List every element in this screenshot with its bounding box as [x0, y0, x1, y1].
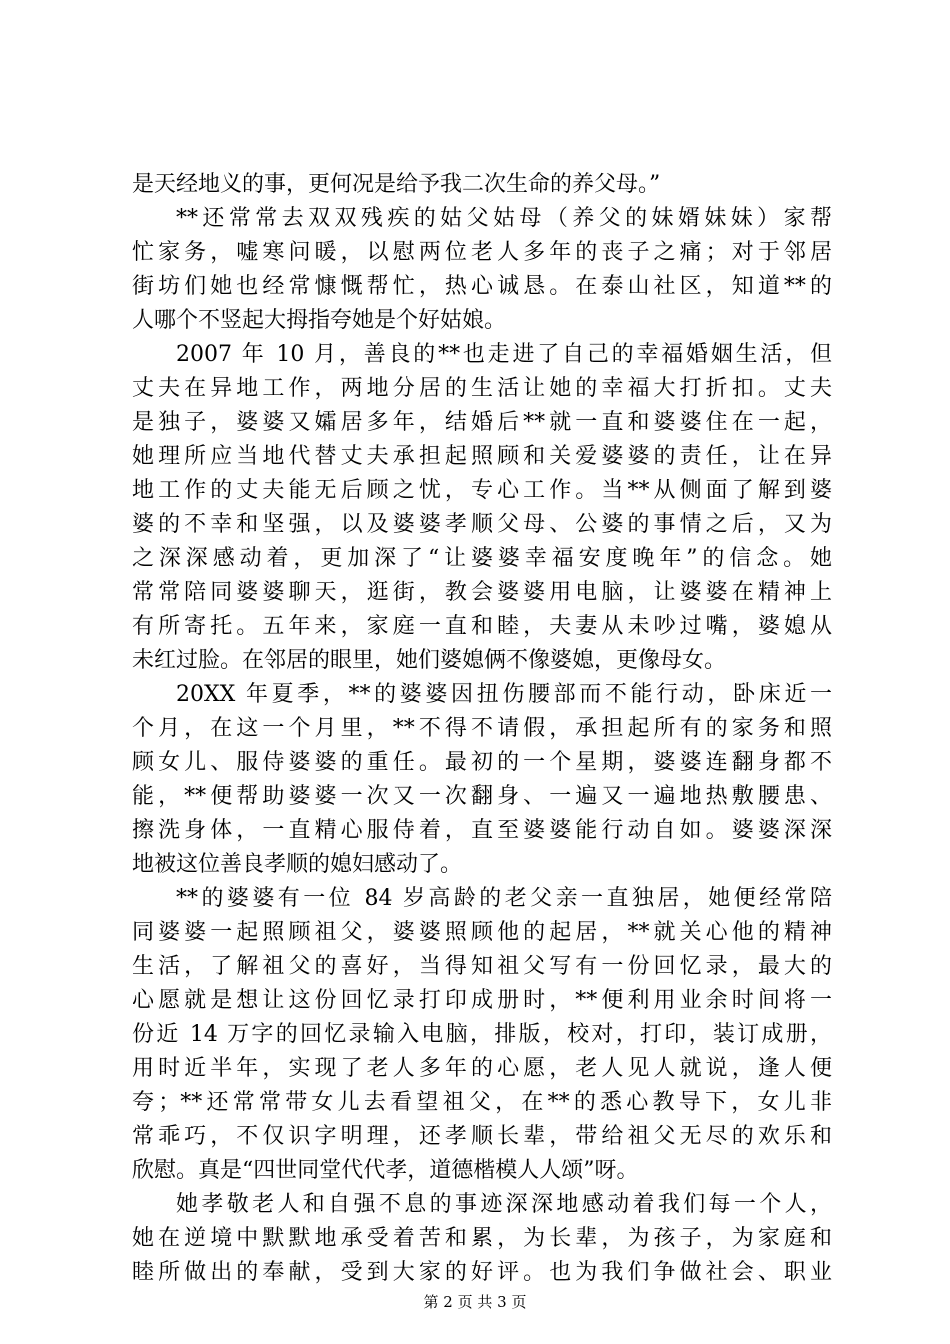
text-line: 生活，了解祖父的喜好，当得知祖父写有一份回忆录，最大的: [132, 954, 832, 979]
text-line: 用时近半年，实现了老人多年的心愿，老人见人就说，逢人便: [132, 1056, 832, 1081]
text-line: 之深深感动着，更加深了“让婆婆幸福安度晚年”的信念。她: [132, 546, 832, 571]
text-line: 欣慰。真是“四世同堂代代孝，道德楷模人人颂”呀。: [132, 1158, 639, 1183]
text-line: 街坊们她也经常慷慨帮忙，热心诚恳。在泰山社区，知道**的: [132, 274, 832, 299]
text-line: 顾女儿、服侍婆婆的重任。最初的一个星期，婆婆连翻身都不: [132, 750, 832, 775]
text-line: 份近 14 万字的回忆录输入电脑，排版，校对，打印，装订成册，: [132, 1022, 832, 1047]
text-line: 地被这位善良孝顺的媳妇感动了。: [132, 852, 463, 877]
text-line: 未红过脸。在邻居的眼里，她们婆媳俩不像婆媳，更像母女。: [132, 648, 727, 673]
text-line: 个月，在这一个月里，**不得不请假，承担起所有的家务和照: [132, 716, 832, 741]
text-line: 丈夫在异地工作，两地分居的生活让她的幸福大打折扣。丈夫: [132, 376, 832, 401]
text-line: 能，**便帮助婆婆一次又一次翻身、一遍又一遍地热敷腰患、: [132, 784, 832, 809]
text-line: 擦洗身体，一直精心服侍着，直至婆婆能行动自如。婆婆深深: [132, 818, 832, 843]
text-line: 2007 年 10 月，善良的**也走进了自己的幸福婚姻生活，但: [176, 342, 832, 367]
body-text: [132, 168, 832, 1290]
text-line: 是独子，婆婆又孀居多年，结婚后**就一直和婆婆住在一起，: [132, 410, 832, 435]
page-footer: 第 2 页 共 3 页: [423, 1293, 527, 1311]
text-line: 她孝敬老人和自强不息的事迹深深地感动着我们每一个人，: [176, 1192, 832, 1217]
text-line: 常常陪同婆婆聊天，逛街，教会婆婆用电脑，让婆婆在精神上: [132, 580, 832, 605]
text-line: **还常常去双双残疾的姑父姑母（养父的妹婿妹妹）家帮: [176, 206, 832, 231]
text-line: 夸；**还常常带女儿去看望祖父，在**的悉心教导下，女儿非: [132, 1090, 832, 1115]
text-line: 婆的不幸和坚强，以及婆婆孝顺父母、公婆的事情之后，又为: [132, 512, 832, 537]
text-line: 同婆婆一起照顾祖父，婆婆照顾他的起居，**就关心他的精神: [132, 920, 832, 945]
text-line: 她理所应当地代替丈夫承担起照顾和关爱婆婆的责任，让在异: [132, 444, 832, 469]
text-line: 是天经地义的事，更何况是给予我二次生命的养父母。”: [132, 172, 661, 197]
text-line: 忙家务，嘘寒问暖，以慰两位老人多年的丧子之痛；对于邻居: [132, 240, 832, 265]
text-line: **的婆婆有一位 84 岁高龄的老父亲一直独居，她便经常陪: [176, 886, 832, 911]
text-line: 睦所做出的奉献，受到大家的好评。也为我们争做社会、职业: [132, 1260, 832, 1285]
text-line: 20XX 年夏季，**的婆婆因扭伤腰部而不能行动，卧床近一: [176, 682, 832, 707]
text-line: 地工作的丈夫能无后顾之忧，专心工作。当**从侧面了解到婆: [132, 478, 832, 503]
text-line: 有所寄托。五年来，家庭一直和睦，夫妻从未吵过嘴，婆媳从: [132, 614, 832, 639]
text-line: 常乖巧，不仅识字明理，还孝顺长辈，带给祖父无尽的欢乐和: [132, 1124, 832, 1149]
text-line: 她在逆境中默默地承受着苦和累，为长辈，为孩子，为家庭和: [132, 1226, 832, 1251]
text-line: 人哪个不竖起大拇指夸她是个好姑娘。: [132, 308, 507, 333]
text-line: 心愿就是想让这份回忆录打印成册时，**便利用业余时间将一: [132, 988, 832, 1013]
